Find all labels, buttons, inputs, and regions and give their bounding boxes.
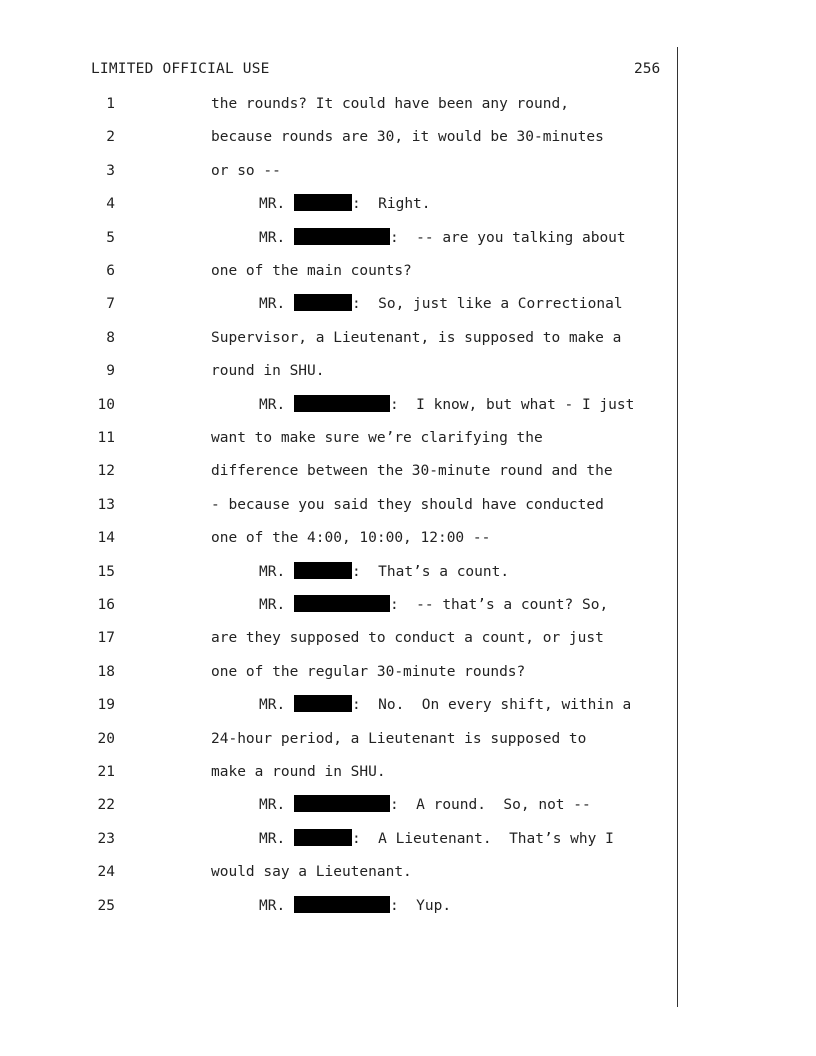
speaker-title: MR. xyxy=(259,196,286,213)
redaction-box xyxy=(294,829,352,846)
redaction-box xyxy=(294,395,390,412)
transcript-line xyxy=(0,92,816,116)
speaker-line xyxy=(259,793,591,817)
line-number: 5 xyxy=(106,229,115,246)
line-text: Supervisor, a Lieutenant, is supposed to make a xyxy=(211,329,622,346)
speaker-title: MR. xyxy=(259,797,286,814)
speaker-text: : Right. xyxy=(351,196,431,213)
speaker-text: : So, just like a Correctional xyxy=(351,296,623,313)
speaker-line xyxy=(259,292,623,316)
transcript-line xyxy=(0,426,816,450)
redaction-box xyxy=(294,896,390,913)
redaction-box xyxy=(294,228,390,245)
transcript-line xyxy=(0,493,816,517)
line-text: 24-hour period, a Lieutenant is supposed to xyxy=(211,730,587,747)
speaker-title: MR. xyxy=(259,830,286,847)
transcript-line xyxy=(0,894,816,918)
speaker-title: MR. xyxy=(259,296,286,313)
line-number: 2 xyxy=(106,129,115,146)
line-text: the rounds? It could have been any round, xyxy=(211,96,569,112)
line-number: 25 xyxy=(97,897,115,914)
line-number: 11 xyxy=(97,430,115,446)
speaker-text: : A Lieutenant. That’s why I xyxy=(351,830,614,847)
transcript-line xyxy=(0,259,816,283)
transcript-line xyxy=(0,326,816,350)
speaker-line xyxy=(259,593,608,617)
line-number: 3 xyxy=(106,162,115,179)
transcript-line xyxy=(0,860,816,884)
transcript-line xyxy=(0,393,816,417)
transcript-line xyxy=(0,626,816,650)
line-text: make a round in SHU. xyxy=(211,764,386,780)
transcript-line xyxy=(0,526,816,550)
speaker-line xyxy=(259,827,614,851)
line-text: or so -- xyxy=(211,162,281,179)
speaker-line xyxy=(259,693,631,717)
speaker-text: : A round. So, not -- xyxy=(389,797,591,814)
line-number: 22 xyxy=(97,797,115,814)
line-text: round in SHU. xyxy=(211,363,325,380)
redaction-box xyxy=(294,194,352,211)
speaker-line xyxy=(259,393,634,417)
speaker-text: : That’s a count. xyxy=(351,563,510,580)
line-text: would say a Lieutenant. xyxy=(211,864,412,881)
transcript-line xyxy=(0,660,816,684)
line-number: 6 xyxy=(106,263,115,279)
speaker-line xyxy=(259,192,431,216)
redaction-box xyxy=(294,595,390,612)
line-number: 8 xyxy=(106,329,115,346)
line-number: 18 xyxy=(97,663,115,680)
transcript-line xyxy=(0,125,816,149)
line-number: 7 xyxy=(106,296,115,313)
transcript-line xyxy=(0,760,816,784)
line-text: want to make sure we’re clarifying the xyxy=(211,430,543,446)
redaction-box xyxy=(294,294,352,311)
transcript-line xyxy=(0,560,816,584)
speaker-line xyxy=(259,560,509,584)
speaker-text: : No. On every shift, within a xyxy=(351,697,632,714)
line-text: one of the 4:00, 10:00, 12:00 -- xyxy=(211,530,491,547)
line-number: 23 xyxy=(97,830,115,847)
line-text: one of the main counts? xyxy=(211,263,412,279)
transcript-line xyxy=(0,226,816,250)
line-number: 15 xyxy=(97,563,115,580)
transcript-line xyxy=(0,593,816,617)
speaker-title: MR. xyxy=(259,563,286,580)
transcript-line xyxy=(0,359,816,383)
line-text: difference between the 30-minute round and the xyxy=(211,463,613,480)
line-number: 19 xyxy=(97,697,115,714)
line-number: 9 xyxy=(106,363,115,380)
transcript-line xyxy=(0,793,816,817)
speaker-line xyxy=(259,894,451,918)
speaker-title: MR. xyxy=(259,229,286,246)
speaker-text: : Yup. xyxy=(389,897,452,914)
page-number: 256 xyxy=(634,61,661,77)
line-number: 4 xyxy=(106,196,115,213)
redaction-box xyxy=(294,795,390,812)
line-number: 16 xyxy=(97,597,115,613)
line-number: 21 xyxy=(97,764,115,780)
transcript-line xyxy=(0,159,816,183)
speaker-text: : I know, but what - I just xyxy=(389,396,635,413)
line-text: are they supposed to conduct a count, or just xyxy=(211,630,604,647)
line-number: 12 xyxy=(97,463,115,480)
transcript-line xyxy=(0,459,816,483)
transcript-line xyxy=(0,727,816,751)
line-number: 20 xyxy=(97,730,115,747)
line-number: 24 xyxy=(97,864,115,881)
redaction-box xyxy=(294,695,352,712)
speaker-text: : -- that’s a count? So, xyxy=(389,597,609,613)
speaker-title: MR. xyxy=(259,897,286,914)
line-number: 14 xyxy=(97,530,115,547)
line-number: 17 xyxy=(97,630,115,647)
classification-header: LIMITED OFFICIAL USE xyxy=(91,61,270,77)
speaker-title: MR. xyxy=(259,396,286,413)
speaker-title: MR. xyxy=(259,597,286,613)
line-text: - because you said they should have conducted xyxy=(211,496,604,513)
speaker-line xyxy=(259,226,626,250)
line-text: one of the regular 30-minute rounds? xyxy=(211,663,526,680)
speaker-text: : -- are you talking about xyxy=(389,229,626,246)
redaction-box xyxy=(294,562,352,579)
line-number: 10 xyxy=(97,396,115,413)
transcript-line xyxy=(0,292,816,316)
line-number: 1 xyxy=(106,96,115,112)
line-number: 13 xyxy=(97,496,115,513)
line-text: because rounds are 30, it would be 30-minutes xyxy=(211,129,604,146)
transcript-line xyxy=(0,827,816,851)
transcript-line xyxy=(0,693,816,717)
speaker-title: MR. xyxy=(259,697,286,714)
transcript-line xyxy=(0,192,816,216)
